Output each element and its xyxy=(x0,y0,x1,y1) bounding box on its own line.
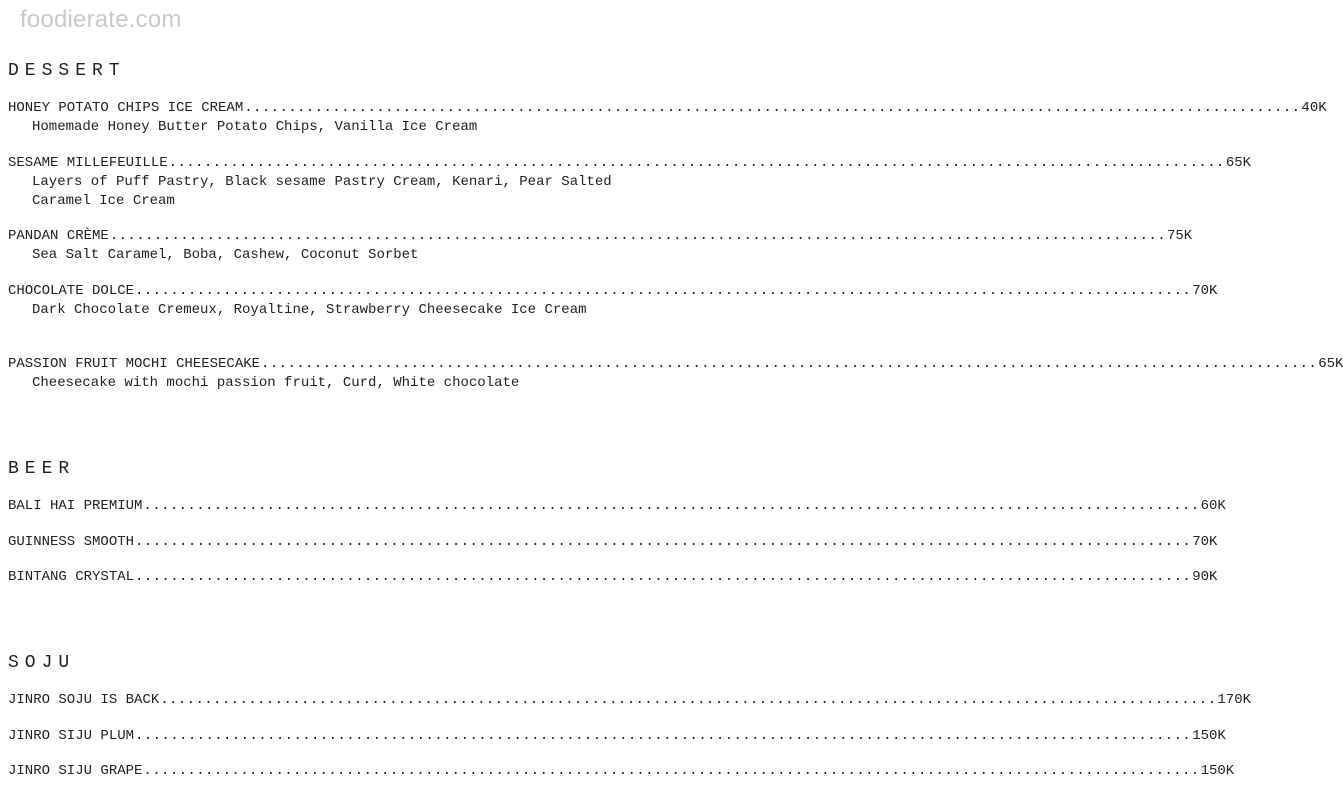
item-name: PASSION FRUIT MOCHI CHEESECAKE xyxy=(8,356,261,372)
menu-item xyxy=(8,282,1218,320)
item-price: 90K xyxy=(1192,569,1218,585)
dot-leader: ........................................................................................................................ xyxy=(135,534,1192,550)
dot-leader: ........................................................................................................................ xyxy=(244,100,1301,116)
dot-leader: ........................................................................................................................ xyxy=(261,356,1318,372)
item-price: 65K xyxy=(1318,356,1343,372)
item-name: GUINNESS SMOOTH xyxy=(8,534,135,550)
section-title-beer: BEER xyxy=(8,459,76,479)
item-price: 60K xyxy=(1200,498,1226,514)
menu-item xyxy=(8,227,1193,265)
item-name: CHOCOLATE DOLCE xyxy=(8,283,135,299)
section-title-dessert: DESSERT xyxy=(8,61,126,81)
dot-leader: ........................................................................................................................ xyxy=(160,692,1217,708)
watermark-logo: foodierate.com xyxy=(20,6,182,33)
menu-item xyxy=(8,727,1226,746)
menu-item xyxy=(8,533,1218,552)
dot-leader: ........................................................................................................................ xyxy=(143,498,1200,514)
item-name: JINRO SIJU GRAPE xyxy=(8,763,143,779)
menu-item xyxy=(8,355,1343,393)
dot-leader: ........................................................................................................................ xyxy=(168,155,1225,171)
menu-item xyxy=(8,497,1226,516)
item-description: Layers of Puff Pastry, Black sesame Pastry Cream, Kenari, Pear Salted Caramel Ice Cream xyxy=(32,174,612,209)
item-description: Sea Salt Caramel, Boba, Cashew, Coconut Sorbet xyxy=(32,247,419,263)
item-price: 150K xyxy=(1200,763,1235,779)
item-price: 70K xyxy=(1192,534,1218,550)
item-description: Homemade Honey Butter Potato Chips, Vanilla Ice Cream xyxy=(32,119,478,135)
dot-leader: ........................................................................................................................ xyxy=(143,763,1200,779)
item-price: 150K xyxy=(1192,728,1226,744)
menu-item xyxy=(8,154,1252,211)
menu-item xyxy=(8,762,1235,781)
item-price: 40K xyxy=(1301,100,1327,116)
item-name: BINTANG CRYSTAL xyxy=(8,569,135,585)
item-description: Dark Chocolate Cremeux, Royaltine, Strawberry Cheesecake Ice Cream xyxy=(32,302,587,318)
section-title-soju: SOJU xyxy=(8,653,76,673)
item-name: JINRO SOJU IS BACK xyxy=(8,692,160,708)
item-description: Cheesecake with mochi passion fruit, Curd, White chocolate xyxy=(32,375,520,391)
menu-item xyxy=(8,99,1327,137)
dot-leader: ........................................................................................................................ xyxy=(135,728,1192,744)
dot-leader: ........................................................................................................................ xyxy=(135,283,1192,299)
item-name: PANDAN CRÈME xyxy=(8,228,109,244)
item-price: 75K xyxy=(1167,228,1193,244)
dot-leader: ........................................................................................................................ xyxy=(135,569,1192,585)
item-price: 170K xyxy=(1217,692,1252,708)
menu-item xyxy=(8,568,1218,587)
menu-item xyxy=(8,691,1252,710)
item-name: JINRO SIJU PLUM xyxy=(8,728,135,744)
item-name: SESAME MILLEFEUILLE xyxy=(8,155,168,171)
dot-leader: ........................................................................................................................ xyxy=(109,228,1166,244)
item-price: 65K xyxy=(1225,155,1252,171)
item-name: BALI HAI PREMIUM xyxy=(8,498,143,514)
item-name: HONEY POTATO CHIPS ICE CREAM xyxy=(8,100,244,116)
item-price: 70K xyxy=(1192,283,1218,299)
